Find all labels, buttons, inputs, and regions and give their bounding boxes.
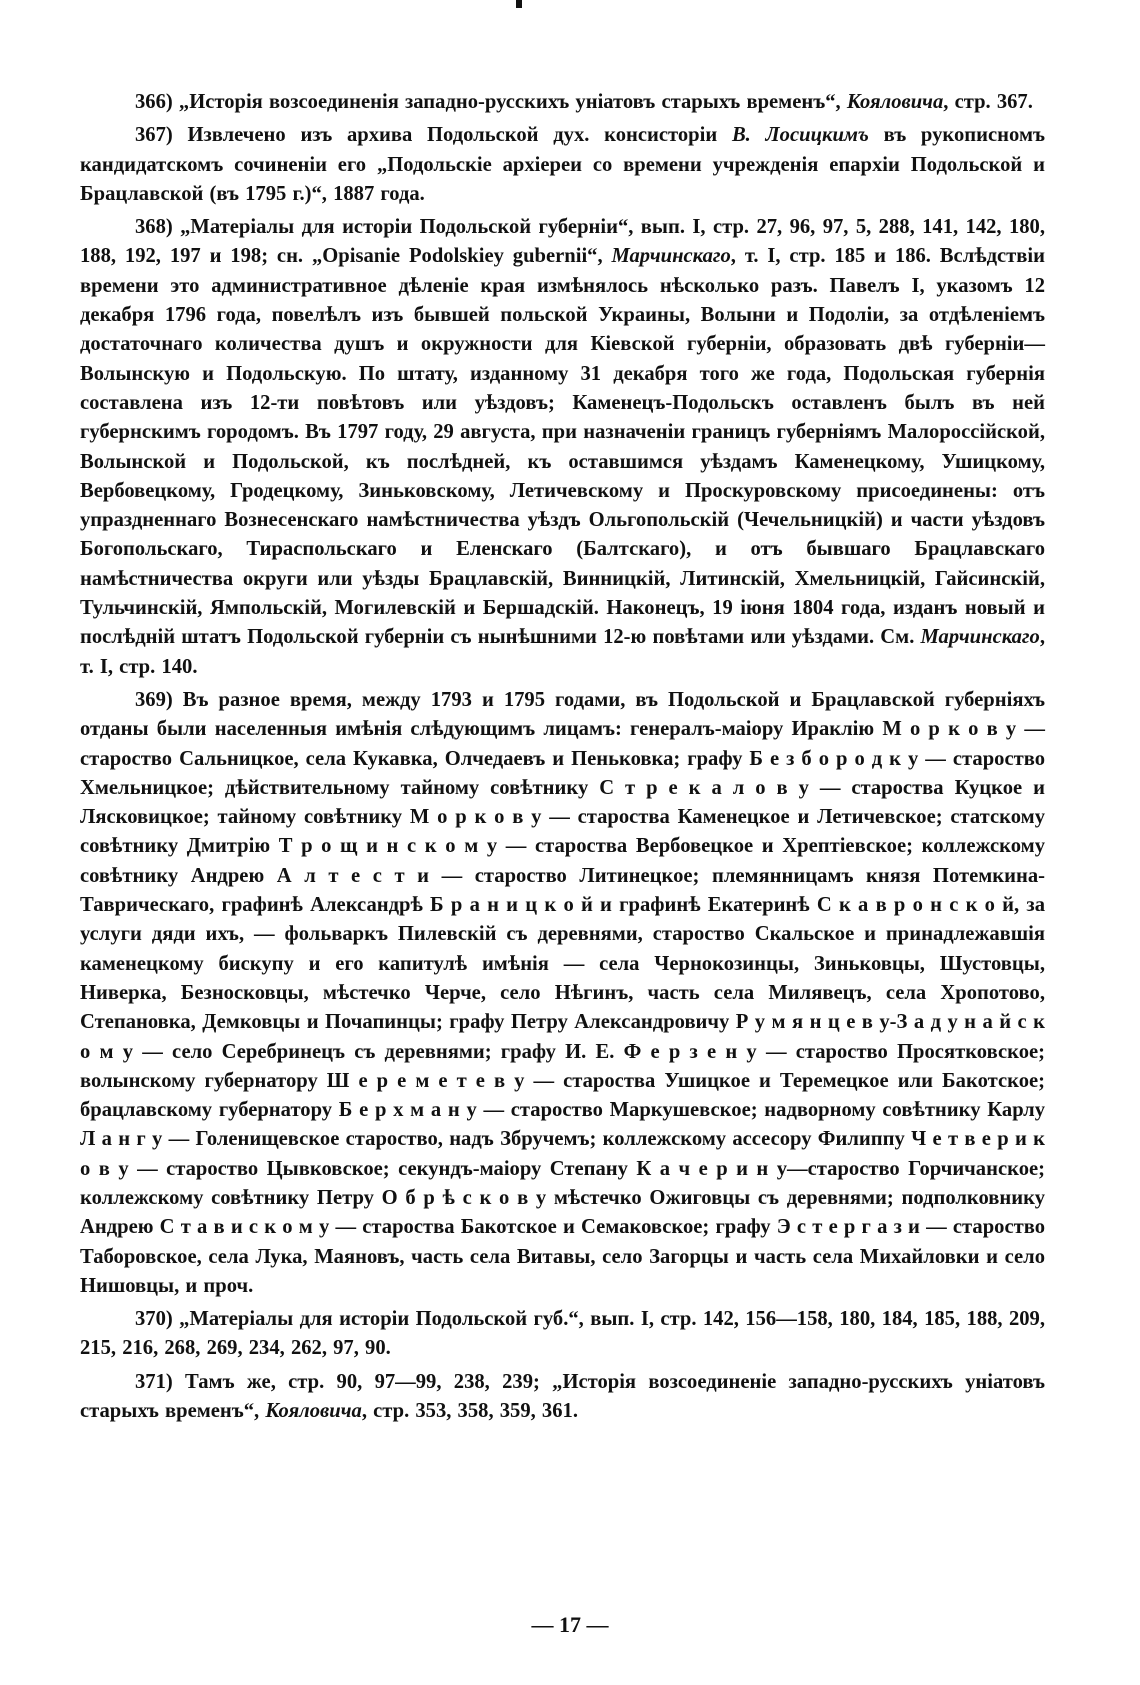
page-number: — 17 — [531, 1612, 609, 1637]
footnote-number: 366) [135, 91, 173, 113]
footnote-text: въ рукописномъ кандидатскомъ сочиненіи его „Подольскіе архіереи со времени учрежденія епархіи Подольской и Брацлавской (въ 1795 г.)“, 1887 года. [80, 124, 1045, 205]
footnote-2 [80, 213, 1045, 682]
author-citation: Марчинскаго [611, 245, 731, 268]
footnote-text: „Исторія возсоединенія западно-русскихъ уніатовъ старыхъ временъ“, [172, 91, 847, 113]
author-citation: Кояловича [265, 1400, 362, 1423]
footnote-number: 370) [135, 1308, 173, 1331]
footnote-text: , т. I, стр. 140. [80, 626, 1045, 678]
footnote-5 [80, 1368, 1045, 1427]
footnote-text: Извлечено изъ архива Подольской дух. консисторіи [172, 124, 732, 147]
footnote-text: , стр. 353, 358, 359, 361. [361, 1400, 578, 1423]
footnote-3 [80, 686, 1045, 1301]
author-citation: Кояловича [846, 91, 944, 113]
footnote-text: , т. I, стр. 185 и 186. Вслѣдствіи времени это административное дѣленіе края измѣнялось нѣсколько разъ. Павелъ I, указомъ 12 декабря 1796 года, повелѣлъ изъ бывшей польской Украины, Волыни и Подоліи, за отдѣленіемъ достаточнаго количества душъ и окружности для Кіевской губерніи, образовать двѣ губерніи—Волынскую и Подольскую. По штату, изданному 31 декабря того же года, Подольская губернія составлена изъ 12-ти повѣтовъ или уѣздовъ; Каменецъ-Подольскъ оставленъ былъ въ ней губернскимъ городомъ. Въ 1797 году, 29 августа, при назначеніи границъ губерніямъ Малороссійской, Волынской и Подольской, къ послѣдней, къ оставшимся уѣздамъ Каменецкому, Ушицкому, Вербовецкому, Гродецкому, Зиньковскому, Летичевскому и Проскуровскому присоединены: отъ упраздненнаго Вознесенскаго намѣстничества уѣздъ Ольгопольскій (Чечельницкій) и части уѣздовъ Богопольскаго, Тираспольскаго и Еленскаго (Балтскаго), и отъ бывшаго Брацлавскаго намѣстничества округи или уѣзды Брацлавскій, Винницкій, Литинскій, Хмельницкій, Гайсинскій, Тульчинскій, Ямпольскій, Могилевскій и Бершадскій. Наконецъ, 19 іюня 1804 года, изданъ новый и послѣдній штатъ Подольской губерніи съ нынѣшними 12-ю повѣтами или уѣздами. См. [80, 245, 1045, 649]
author-citation: В. Лосицкимъ [731, 124, 869, 147]
footnote-number: 367) [135, 124, 173, 147]
footnote-text: „Матеріалы для исторіи Подольской губ.“, вып. I, стр. 142, 156—158, 180, 184, 185, 188, 209, 215, 216, 268, 269, 234, 262, 97, 90. [80, 1308, 1045, 1360]
footnote-4 [80, 1305, 1045, 1364]
footnote-text: Въ разное время, между 1793 и 1795 годами, въ Подольской и Брацлавской губерніяхъ отданы были населенныя имѣнія слѣдующимъ лицамъ: генералъ-маіору Ираклію М о р к о в у — староство Сальницкое, села Кукавка, Олчедаевъ и Пеньковка; графу Б е з б о р о д к у — староство Хмельницкое; дѣйствительному тайному совѣтнику С т р е к а л о в у — староства Куцкое и Лясковицкое; тайному совѣтнику М о р к о в у — староства Каменецкое и Летичевское; статскому совѣтнику Дмитрію Т р о щ и н с к о м у — староства Вербовецкое и Хрептіевское; коллежскому совѣтнику Андрею А л т е с т и — староство Литинецкое; племянницамъ князя Потемкина-Таврическаго, графинѣ Александрѣ Б р а н и ц к о й и графинѣ Екатеринѣ С к а в р о н с к о й, за услуги дяди ихъ, — фольваркъ Пилевскій съ деревнями, староство Скальское и принадлежавшія каменецкому бискупу и его капитулѣ имѣнія — села Чернокозинцы, Зиньковцы, Шустовцы, Ниверка, Безносковцы, мѣстечко Черче, село Нѣгинъ, часть села Милявецъ, села Хропотово, Степановка, Демковцы и Почапинцы; графу Петру Александровичу Р у м я н ц е в у-З а д у н а й с к о м у — село Серебринецъ съ деревнями; графу И. Е. Ф е р з е н у — староство Просятковское; волынскому губернатору Ш е р е м е т е в у — староства Ушицкое и Теремецкое или Бакотское; брацлавскому губернатору Б е р х м а н у — староство Маркушевское; надворному совѣтнику Карлу Л а н г у — Голенищевское староство, надъ Збручемъ; коллежскому ассесору Филиппу Ч е т в е р и к о в у — староство Цывковское; секундъ-маіору Степану К а ч е р и н у—староство Горчичанское; коллежскому совѣтнику Петру О б р ѣ с к о в у мѣстечко Ожиговцы съ деревнями; подполковнику Андрею С т а в и с к о м у — староства Бакотское и Семаковское; графу Э с т е р г а з и — староство Таборовское, села Лука, Маяновъ, часть села Витавы, село Загорцы и часть села Михайловки и село Нишовцы, и проч. [80, 688, 1045, 1297]
document-body [80, 88, 1045, 1430]
print-mark [516, 0, 522, 8]
footnote-number: 371) [135, 1370, 173, 1393]
footnote-0 [80, 88, 1045, 117]
footnote-text: „Матеріалы для исторіи Подольской губерніи“, вып. I, стр. 27, 96, 97, 5, 288, 141, 142, 180, 188, 192, 197 и 198; сн. „Opisanie Podolskiey gubernii“, [80, 216, 1045, 268]
author-citation: Марчинскаго [920, 626, 1040, 649]
footnote-1 [80, 121, 1045, 209]
footnote-number: 368) [135, 216, 173, 239]
footnote-text: , стр. 367. [943, 91, 1033, 113]
footnote-text: Тамъ же, стр. 90, 97—99, 238, 239; „Исторія возсоединеніе западно-русскихъ уніатовъ старыхъ временъ“, [80, 1370, 1045, 1423]
footnote-number: 369) [135, 688, 173, 711]
